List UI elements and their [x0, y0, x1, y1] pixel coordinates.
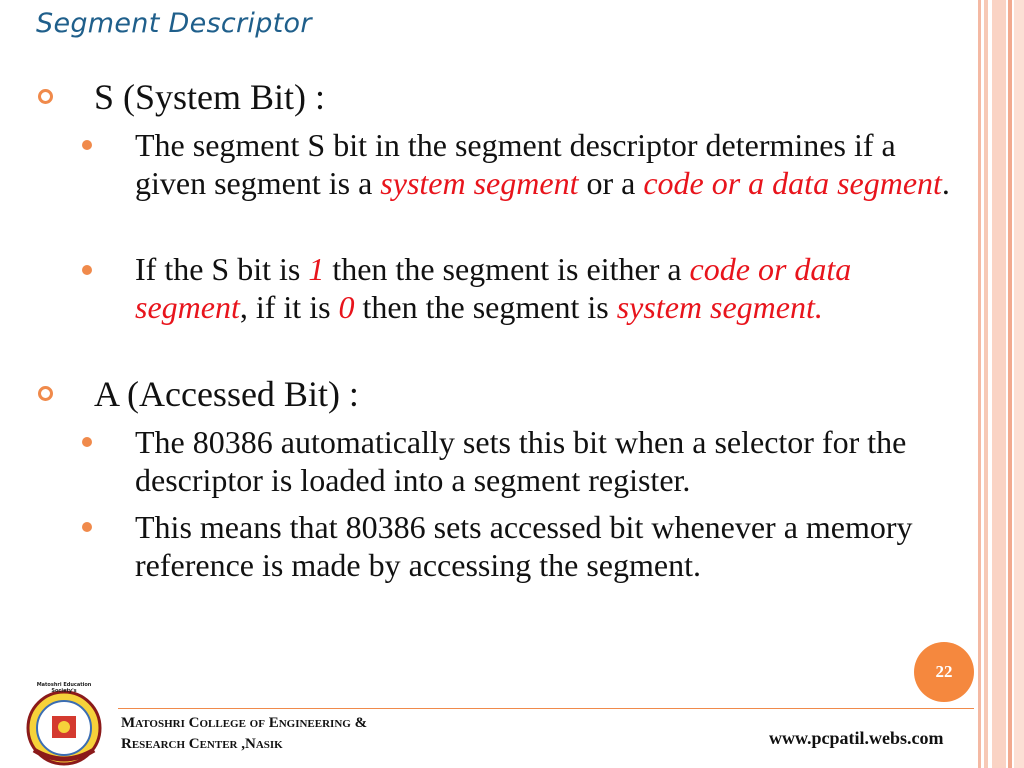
college-logo-icon — [22, 682, 106, 766]
college-name-line-1: Matoshri College of Engineering & — [121, 715, 368, 731]
page-number-badge: 22 — [914, 642, 974, 702]
circle-bullet-icon — [38, 89, 53, 104]
dot-bullet-icon — [82, 522, 92, 532]
website-link[interactable]: www.pcpatil.webs.com — [769, 728, 944, 748]
footer-divider — [118, 708, 974, 709]
a-bit-paragraph-2: This means that 80386 sets accessed bit whenever a memory reference is made by accessing the segment. — [135, 509, 913, 583]
circle-bullet-icon — [38, 386, 53, 401]
logo-caption: Matoshri Education Society's — [36, 682, 92, 694]
s-bit-paragraph-2: If the S bit is 1 then the segment is either a code or data segment, if it is 0 then the segment is system segment. — [135, 251, 852, 325]
dot-bullet-icon — [82, 140, 92, 150]
dot-bullet-icon — [82, 437, 92, 447]
s-bit-heading: S (System Bit) : — [94, 77, 326, 117]
decorative-side-stripes — [978, 0, 1024, 768]
college-name-line-2: Research Center ,Nasik — [121, 736, 283, 752]
s-bit-paragraph-1: The segment S bit in the segment descriptor determines if a given segment is a system segment or a code or a data segment. — [135, 127, 950, 201]
a-bit-heading: A (Accessed Bit) : — [94, 374, 359, 414]
dot-bullet-icon — [82, 265, 92, 275]
slide-title: Segment Descriptor — [36, 8, 312, 39]
a-bit-paragraph-1: The 80386 automatically sets this bit when a selector for the descriptor is loaded into a segment register. — [135, 424, 907, 498]
college-name — [121, 713, 367, 755]
